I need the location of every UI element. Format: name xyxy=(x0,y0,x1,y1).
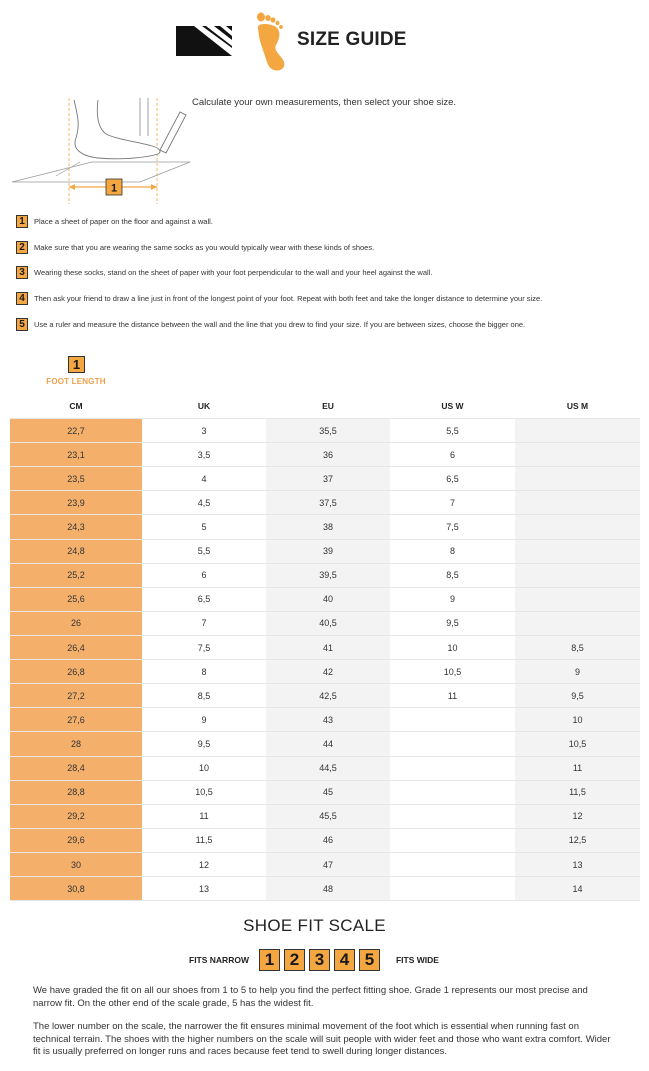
cell-eu: 48 xyxy=(266,877,390,900)
cell-eu: 39,5 xyxy=(266,564,390,587)
table-row xyxy=(10,877,640,901)
table-row xyxy=(10,419,640,443)
cell-us-w xyxy=(390,708,515,731)
cell-cm: 27,6 xyxy=(10,708,142,731)
cell-uk: 13 xyxy=(142,877,266,900)
cell-us-m xyxy=(515,419,640,442)
cell-us-m: 8,5 xyxy=(515,636,640,659)
cell-us-w: 10 xyxy=(390,636,515,659)
cell-cm: 23,5 xyxy=(10,467,142,490)
table-row xyxy=(10,467,640,491)
cell-eu: 41 xyxy=(266,636,390,659)
fit-grade: 2 xyxy=(284,949,305,971)
cell-us-w: 6 xyxy=(390,443,515,466)
cell-cm: 29,6 xyxy=(10,829,142,852)
cell-cm: 28,4 xyxy=(10,757,142,780)
fits-wide-label: FITS WIDE xyxy=(395,955,439,965)
cell-cm: 26,4 xyxy=(10,636,142,659)
cell-us-w: 7 xyxy=(390,491,515,514)
cell-eu: 44,5 xyxy=(266,757,390,780)
step-text: Place a sheet of paper on the floor and against a wall. xyxy=(34,216,213,226)
cell-cm: 26 xyxy=(10,612,142,635)
foot-measure-illustration xyxy=(10,96,195,206)
cell-us-w: 8 xyxy=(390,540,515,563)
table-row xyxy=(10,732,640,756)
cell-us-m xyxy=(515,491,640,514)
table-row xyxy=(10,443,640,467)
cell-uk: 3 xyxy=(142,419,266,442)
brand-logo xyxy=(176,26,232,56)
cell-us-w: 9,5 xyxy=(390,612,515,635)
step-number: 4 xyxy=(16,292,28,305)
cell-us-w xyxy=(390,757,515,780)
table-row xyxy=(10,708,640,732)
table-row xyxy=(10,757,640,781)
cell-uk: 5 xyxy=(142,515,266,538)
foot-length-badge: 1 xyxy=(68,356,85,373)
step-text: Use a ruler and measure the distance between the wall and the line that you drew to find your size. If you are between sizes, choose the bigger one. xyxy=(34,319,526,329)
intro-text: Calculate your own measurements, then select your shoe size. xyxy=(192,97,457,108)
fit-description-paragraph: The lower number on the scale, the narrower the fit ensures minimal movement of the foot which is essential when running fast on technical terrain. The shoes with the higher numbers on the scale will suit people with wider feet and those who want extra comfort. Wider fit is usually preferred on longer runs and races because feet tend to swell during longer distances. xyxy=(33,1021,611,1058)
cell-uk: 3,5 xyxy=(142,443,266,466)
cell-eu: 44 xyxy=(266,732,390,755)
step-item xyxy=(16,240,374,254)
cell-us-w: 8,5 xyxy=(390,564,515,587)
cell-eu: 43 xyxy=(266,708,390,731)
table-row xyxy=(10,829,640,853)
cell-us-m xyxy=(515,467,640,490)
cell-us-w xyxy=(390,877,515,900)
cell-us-w xyxy=(390,829,515,852)
table-row xyxy=(10,853,640,877)
table-row xyxy=(10,805,640,829)
fits-narrow-label: FITS NARROW xyxy=(189,955,249,965)
cell-uk: 10 xyxy=(142,757,266,780)
cell-cm: 29,2 xyxy=(10,805,142,828)
step-item xyxy=(16,291,542,305)
cell-us-w: 10,5 xyxy=(390,660,515,683)
table-row xyxy=(10,540,640,564)
cell-eu: 37 xyxy=(266,467,390,490)
cell-us-m: 14 xyxy=(515,877,640,900)
cell-uk: 8,5 xyxy=(142,684,266,707)
cell-uk: 6,5 xyxy=(142,588,266,611)
cell-eu: 42 xyxy=(266,660,390,683)
table-row xyxy=(10,781,640,805)
fit-description-paragraph: We have graded the fit on all our shoes from 1 to 5 to help you find the perfect fitting shoe. Grade 1 represents our most precise and narrow fit. On the other end of the scale grade, 5 has the widest fit. xyxy=(33,985,588,1009)
cell-uk: 6 xyxy=(142,564,266,587)
cell-uk: 4 xyxy=(142,467,266,490)
column-header-cm: CM xyxy=(69,401,83,411)
cell-us-m xyxy=(515,515,640,538)
cell-us-w: 11 xyxy=(390,684,515,707)
step-text: Make sure that you are wearing the same socks as you would typically wear with these kinds of shoes. xyxy=(34,242,375,252)
column-header-us-m: US M xyxy=(566,401,589,411)
cell-uk: 7 xyxy=(142,612,266,635)
step-item xyxy=(16,214,213,228)
column-header-eu: EU xyxy=(322,401,334,411)
cell-uk: 9,5 xyxy=(142,732,266,755)
cell-us-m xyxy=(515,612,640,635)
cell-us-m xyxy=(515,588,640,611)
cell-uk: 12 xyxy=(142,853,266,876)
illustration-marker: 1 xyxy=(110,182,118,195)
cell-us-m: 10,5 xyxy=(515,732,640,755)
cell-us-m: 13 xyxy=(515,853,640,876)
step-text: Then ask your friend to draw a line just in front of the longest point of your foot. Repeat with both feet and take the longer distance to determine your size. xyxy=(34,293,543,303)
cell-cm: 30,8 xyxy=(10,877,142,900)
table-row xyxy=(10,612,640,636)
table-row xyxy=(10,684,640,708)
cell-eu: 45 xyxy=(266,781,390,804)
cell-cm: 30 xyxy=(10,853,142,876)
cell-uk: 5,5 xyxy=(142,540,266,563)
cell-us-w: 6,5 xyxy=(390,467,515,490)
cell-cm: 27,2 xyxy=(10,684,142,707)
table-row xyxy=(10,515,640,539)
cell-cm: 26,8 xyxy=(10,660,142,683)
cell-us-w xyxy=(390,781,515,804)
step-number: 1 xyxy=(16,215,28,228)
cell-cm: 24,8 xyxy=(10,540,142,563)
step-number: 2 xyxy=(16,241,28,254)
cell-cm: 25,6 xyxy=(10,588,142,611)
table-row xyxy=(10,564,640,588)
column-header-us-w: US W xyxy=(441,401,464,411)
cell-us-m xyxy=(515,443,640,466)
foot-length-label: FOOT LENGTH xyxy=(46,377,106,386)
cell-us-w: 7,5 xyxy=(390,515,515,538)
cell-eu: 45,5 xyxy=(266,805,390,828)
cell-uk: 11 xyxy=(142,805,266,828)
cell-cm: 28 xyxy=(10,732,142,755)
cell-cm: 28,8 xyxy=(10,781,142,804)
table-row xyxy=(10,588,640,612)
cell-uk: 9 xyxy=(142,708,266,731)
column-header-uk: UK xyxy=(197,401,211,411)
cell-eu: 42,5 xyxy=(266,684,390,707)
cell-us-w: 5,5 xyxy=(390,419,515,442)
cell-us-w xyxy=(390,853,515,876)
cell-eu: 39 xyxy=(266,540,390,563)
cell-eu: 38 xyxy=(266,515,390,538)
cell-uk: 11,5 xyxy=(142,829,266,852)
cell-cm: 23,9 xyxy=(10,491,142,514)
cell-us-m: 10 xyxy=(515,708,640,731)
cell-uk: 8 xyxy=(142,660,266,683)
table-row xyxy=(10,636,640,660)
cell-us-m: 9,5 xyxy=(515,684,640,707)
cell-eu: 36 xyxy=(266,443,390,466)
cell-cm: 24,3 xyxy=(10,515,142,538)
cell-us-w: 9 xyxy=(390,588,515,611)
fit-grade: 1 xyxy=(259,949,280,971)
footprint-icon xyxy=(254,12,296,72)
cell-eu: 35,5 xyxy=(266,419,390,442)
step-item xyxy=(16,317,525,331)
cell-eu: 40 xyxy=(266,588,390,611)
cell-uk: 4,5 xyxy=(142,491,266,514)
size-table xyxy=(10,418,640,901)
cell-cm: 25,2 xyxy=(10,564,142,587)
page-title: SIZE GUIDE xyxy=(297,29,407,50)
cell-uk: 10,5 xyxy=(142,781,266,804)
step-number: 5 xyxy=(16,318,28,331)
cell-us-m xyxy=(515,564,640,587)
size-table-header xyxy=(10,396,640,416)
cell-uk: 7,5 xyxy=(142,636,266,659)
cell-us-m: 12 xyxy=(515,805,640,828)
cell-eu: 46 xyxy=(266,829,390,852)
fit-grade: 5 xyxy=(359,949,380,971)
cell-us-m: 12,5 xyxy=(515,829,640,852)
cell-us-m: 11 xyxy=(515,757,640,780)
cell-us-m xyxy=(515,540,640,563)
cell-eu: 37,5 xyxy=(266,491,390,514)
cell-cm: 22,7 xyxy=(10,419,142,442)
step-number: 3 xyxy=(16,266,28,279)
page-header xyxy=(176,12,476,72)
table-row xyxy=(10,660,640,684)
cell-us-w xyxy=(390,805,515,828)
fit-scale xyxy=(189,948,439,972)
cell-us-m: 9 xyxy=(515,660,640,683)
cell-us-w xyxy=(390,732,515,755)
cell-cm: 23,1 xyxy=(10,443,142,466)
fit-grade: 3 xyxy=(309,949,330,971)
fit-grades xyxy=(259,949,384,971)
cell-us-m: 11,5 xyxy=(515,781,640,804)
fit-scale-title: SHOE FIT SCALE xyxy=(243,916,386,935)
cell-eu: 40,5 xyxy=(266,612,390,635)
table-row xyxy=(10,491,640,515)
step-text: Wearing these socks, stand on the sheet of paper with your foot perpendicular to the wall and your heel against the wall. xyxy=(34,267,433,277)
cell-eu: 47 xyxy=(266,853,390,876)
fit-grade: 4 xyxy=(334,949,355,971)
step-item xyxy=(16,265,432,279)
